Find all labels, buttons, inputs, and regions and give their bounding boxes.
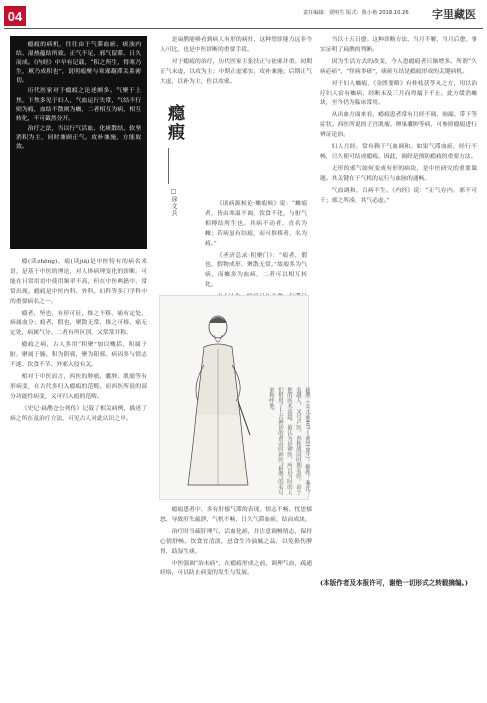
article-paragraph: 对于妇人癥瘕，《金匮要略》有桂枝茯苓丸之方，用以治疗妇人宿有癥病，经断未及三月而得漏下不止。此方缓消癥块，至今仍为临床常用。: [320, 80, 477, 107]
article-paragraph: 气血调和，百病不生。《内经》说：“正气存内，邪不可干；邪之所凑，其气必虚。”: [320, 187, 477, 204]
intro-box: [10, 36, 147, 249]
article-column-left: [10, 258, 147, 427]
article-paragraph: 瘾(读zhēng)、瘕(读jiǎ)是中医特有的病名术语，是基于中医的理论，对人体病理变化的诊断。可能在日常用语中使用频率不高，但在中医典籍中，常常出现。瘾瘕是中医内科、外科、妇科等多门学科中的重要病名之一。: [10, 259, 147, 305]
article-paragraph: 《诸病源候论·癥瘕候》说：“癥瘕者，皆由寒温不调，饮食不化，与脏气相搏结所生也。其病不动者，直名为癥；若病虽有结瘕，而可推移者，名为瘕。”: [205, 201, 307, 247]
article-paragraph: 《史记·扁鹊仓公列传》记载了相关病例，描述了病之所在及治疗方法，可见古人对此认识之早。: [10, 405, 147, 422]
article-paragraph: 是扁鹊能够看到病人有形的病灶，这种望诊能力远非今人可比，也是中医诊断的重要手段。: [160, 37, 312, 53]
article-column-right: [320, 36, 477, 209]
article-paragraph: 瘾瘕患者中，多有肝郁气滞的表现。情志不畅、忧思郁怒，导致肝失疏泄，气机不畅，日久气滞血瘀，结而成块。: [160, 507, 312, 523]
author-divider: [168, 148, 169, 184]
header-meta: 责任编辑：贾明生 版式：陈小艳 2018.10.26: [303, 10, 409, 16]
article-column-middle-bottom: [160, 506, 312, 581]
section-title: 字里藏医: [432, 8, 476, 21]
article-paragraph: 瘾瘕之病，古人多用“积聚”加以概括，积属于脏，聚属于腑。积为阴邪，聚为阳邪。病因多与情志不遂、饮食不节、外邪入侵有关。: [10, 342, 147, 369]
article-author: □徐文兵: [170, 188, 177, 217]
article-paragraph: 相对于中医而言，西医的肿瘤、囊肿、肌瘤等有形病变，在古代多归入瘾瘕的范畴。而西医所说的部分功能性病变，又可归入瘕的范畴。: [10, 373, 147, 400]
portrait-illustration: [178, 305, 260, 495]
article-paragraph: 从出血方面来看，瘾瘕患者常有月经不调、崩漏、带下等症状。西医所说的子宫肌瘤、卵巢囊肿等病，可参照瘾瘕进行辨证论治。: [320, 112, 477, 139]
article-paragraph: 对于瘾瘕的治疗，历代医家主张扶正与祛邪并重。初期正气未虚，以攻为主；中期正虚邪实，攻补兼施；后期正气大虚，以补为主，佐以攻邪。: [160, 58, 312, 85]
intro-paragraph: 瘾瘕的病机，往往由于气滞血瘀、痰浊内结、湿热蕴结所致。正气不足，邪气留滞，日久而成。《内经》中早有记载，“积之所生，得寒乃生，厥乃成积也”，说明瘕聚与寒邪凝滞关系密切。: [16, 42, 141, 85]
article-paragraph: 中医强调“治未病”，在瘾瘕形成之前，调理气血，疏通经络，可以防止病变的发生与发展。: [160, 560, 312, 577]
article-paragraph: 无形的邪气如何变成有形的病块，是中医研究的重要课题。其关键在于气机的运行与血脉的通畅。: [320, 165, 477, 182]
article-column-middle-top: [160, 36, 312, 90]
editor-note: (本版作者及本报许可，谢绝一切形式之转载摘编。): [320, 579, 469, 587]
intro-paragraph: 历代医家对于瘾瘕之论述颇多。气聚于上焦，下焦多见于妇人，气血运行失常，气结不行则为瘕，血结不散则为癥，二者相互为病，相互转化，不可截然分开。: [16, 88, 141, 122]
article-paragraph: 妇人月经，常有赖于气血调和。如果气滞血瘀，经行不畅，日久便可结成瘾瘕。因此，调经是预防瘾瘕的重要方法。: [320, 144, 477, 160]
portrait-caption: 扁鹊（公元前407—前310年），姬姓，秦氏，名越人，又号卢医，春秋战国时期名医。由于他的医术高超，被认为是神医，所以当时的人们借用了上古神话的黄帝时神医“扁鹊”的名号来称呼他。: [268, 387, 310, 497]
intro-paragraph: 治疗之法，当以行气活血、化痰散结、软坚消积为主，同时兼顾正气。攻补兼施，方能取效。: [16, 125, 141, 151]
article-paragraph: 当以十五日愈。这种诊断方法，当月不解，当月后愈，事实证明了扁鹊的判断。: [320, 37, 477, 53]
page-number: 04: [4, 6, 26, 26]
article-paragraph: 因为生活方式的改变，今人患瘾瘕者日渐增多。所谓“久病必瘀”，“怪病多痰”，痰瘀互结是瘾瘕形成的关键病机。: [320, 58, 477, 75]
article-paragraph: 《圣济总录·积聚门》：“瘕者，假也，假物成形，聚散无常。”故瘕多为气病，而癥多为血病，二者可以相互转化。: [205, 252, 307, 289]
article-paragraph: 瘾者，坚也，有形可征，推之不移，痛有定处，病属血分；瘕者，假也，聚散无常，推之可移，痛无定处，病属气分。二者有所区别，又常常并称。: [10, 310, 147, 337]
header-divider: [4, 28, 483, 29]
article-paragraph: 治疗时当疏肝理气、活血化瘀，并注意调畅情志，保持心情舒畅。饮食宜清淡，忌食生冷油腻之品，以免损伤脾胃，助湿生痰。: [160, 528, 312, 555]
article-title: 瘾瘕: [164, 104, 184, 142]
